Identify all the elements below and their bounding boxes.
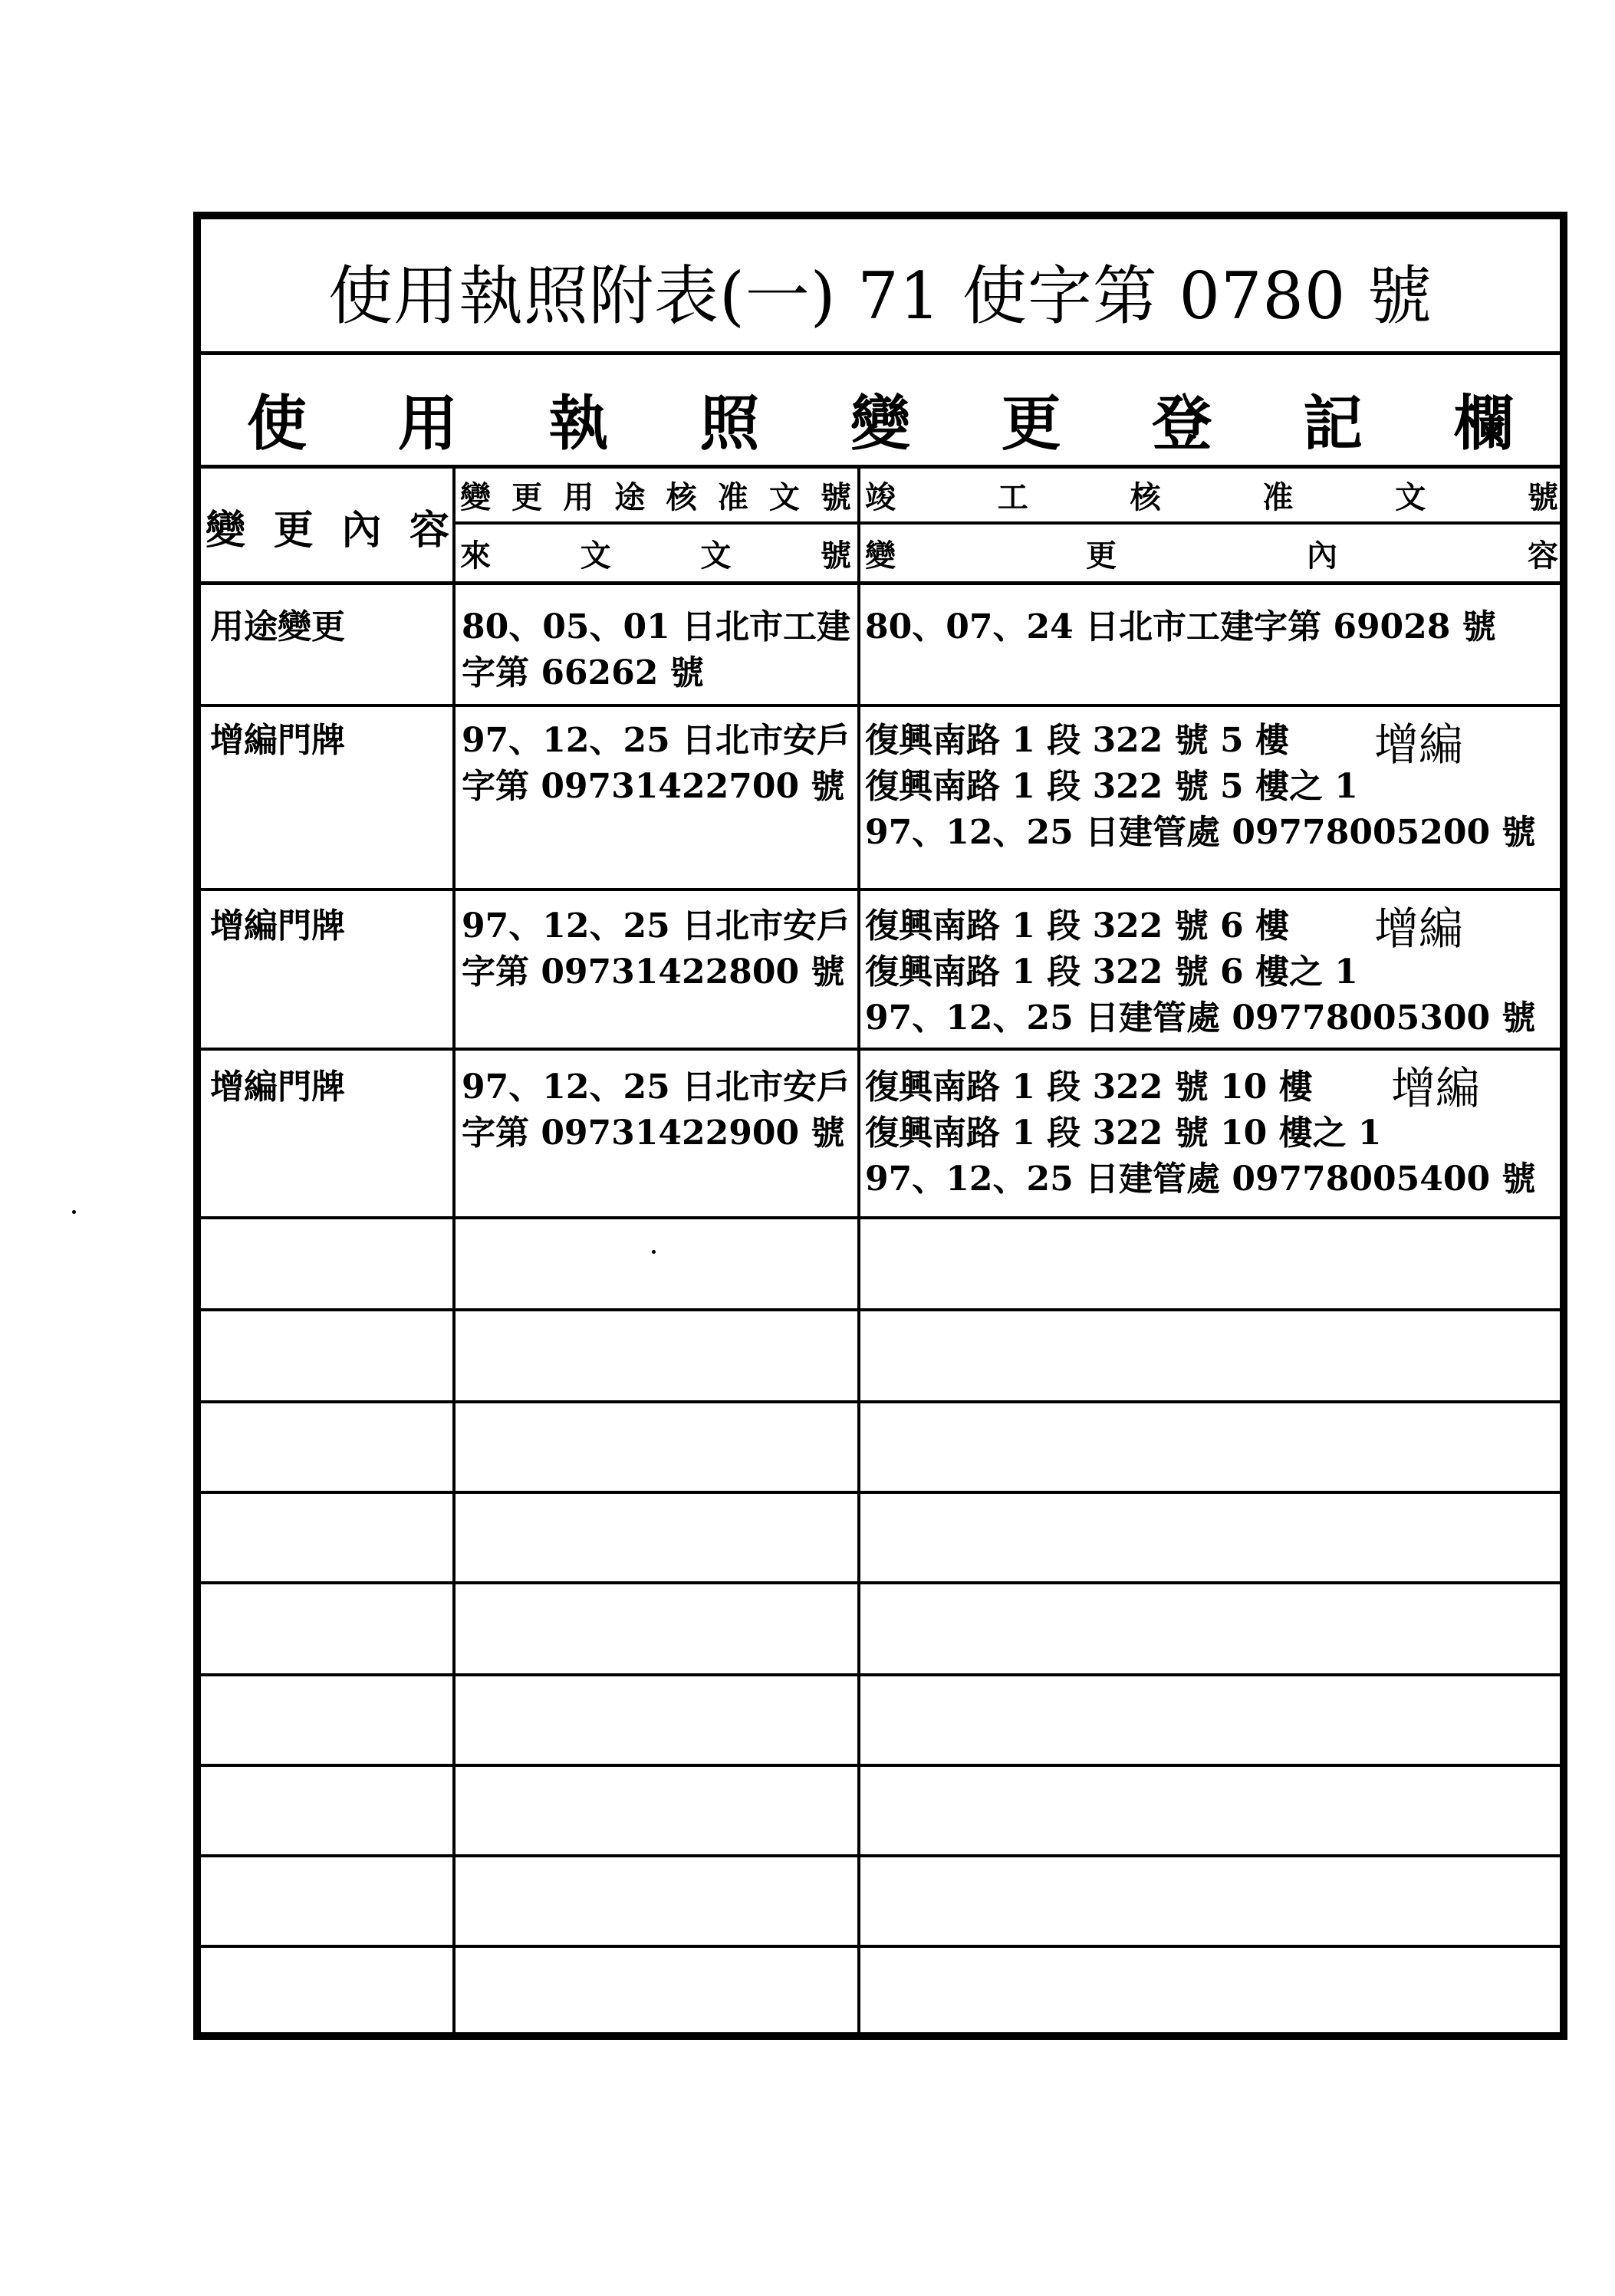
header-char: 核 xyxy=(1130,479,1161,515)
row-ref-line: 字第 09731422700 號 xyxy=(462,767,845,806)
row-content-line: 97、12、25 日建管處 09778005400 號 xyxy=(865,1160,1536,1199)
row-content-line: 復興南路 1 段 322 號 6 樓 xyxy=(865,906,1289,946)
row-content-line: 復興南路 1 段 322 號 5 樓 xyxy=(865,721,1289,760)
header-char: 變 xyxy=(206,506,246,554)
scan-speck xyxy=(652,1250,656,1254)
divider xyxy=(201,1764,1560,1767)
header-change-detail xyxy=(865,526,1558,580)
header-char: 文 xyxy=(768,479,800,515)
row-type: 增編門牌 xyxy=(210,1067,345,1107)
section-title-char: 照 xyxy=(699,389,760,459)
section-title-char: 記 xyxy=(1303,389,1363,459)
header-char: 准 xyxy=(1262,479,1294,515)
header-char: 文 xyxy=(580,537,611,574)
header-change-content xyxy=(206,472,449,580)
section-title-char: 更 xyxy=(1001,389,1061,459)
section-title-char: 變 xyxy=(850,389,910,459)
divider xyxy=(201,888,1560,891)
row-ref-line: 97、12、25 日北市安戶 xyxy=(462,906,851,946)
header-char: 文 xyxy=(700,537,732,574)
divider xyxy=(454,521,1560,525)
row-ref-line: 字第 09731422900 號 xyxy=(462,1113,845,1153)
header-char: 更 xyxy=(511,479,543,515)
handwritten-note: 增編 xyxy=(1374,903,1464,955)
section-title xyxy=(247,357,1514,480)
section-title-char: 執 xyxy=(548,389,609,459)
header-char: 更 xyxy=(1086,537,1117,574)
divider xyxy=(201,1048,1560,1051)
header-char: 文 xyxy=(1395,479,1426,515)
divider xyxy=(201,1308,1560,1311)
header-approval-number xyxy=(460,469,851,520)
header-char: 容 xyxy=(409,506,449,554)
divider xyxy=(201,1491,1560,1494)
divider xyxy=(857,466,860,2040)
handwritten-note: 增編 xyxy=(1374,719,1464,771)
header-completion-number xyxy=(865,469,1558,520)
scan-speck xyxy=(72,1210,76,1214)
divider xyxy=(201,704,1560,707)
row-ref-line: 97、12、25 日北市安戶 xyxy=(462,721,851,760)
row-type: 增編門牌 xyxy=(210,721,345,760)
row-content-line: 復興南路 1 段 322 號 10 樓之 1 xyxy=(865,1113,1382,1153)
license-table xyxy=(193,212,1567,2040)
header-char: 號 xyxy=(820,537,851,574)
divider xyxy=(201,1216,1560,1219)
section-title-char: 欄 xyxy=(1453,389,1514,459)
row-content-line: 97、12、25 日建管處 09778005200 號 xyxy=(865,813,1536,852)
row-content-line: 復興南路 1 段 322 號 10 樓 xyxy=(865,1067,1313,1107)
header-char: 准 xyxy=(717,479,748,515)
header-char: 容 xyxy=(1528,537,1558,574)
row-type: 用途變更 xyxy=(210,607,345,646)
header-char: 竣 xyxy=(865,479,896,515)
page-title: 使用執照附表(一) 71 使字第 0780 號 xyxy=(327,258,1432,334)
divider xyxy=(201,465,1560,469)
row-type: 增編門牌 xyxy=(210,906,345,946)
divider xyxy=(201,1854,1560,1857)
row-content-line: 復興南路 1 段 322 號 6 樓之 1 xyxy=(865,952,1358,992)
section-title-char: 使 xyxy=(247,389,308,459)
divider xyxy=(201,581,1560,585)
divider xyxy=(201,1673,1560,1676)
header-char: 用 xyxy=(563,479,594,515)
row-content-line: 復興南路 1 段 322 號 5 樓之 1 xyxy=(865,767,1358,806)
row-ref-line: 80、05、01 日北市工建 xyxy=(462,607,851,646)
header-char: 來 xyxy=(460,537,491,574)
divider xyxy=(201,1400,1560,1403)
header-char: 號 xyxy=(1527,479,1558,515)
header-char: 號 xyxy=(820,479,851,515)
divider xyxy=(201,1581,1560,1584)
header-char: 途 xyxy=(614,479,646,515)
row-content-line: 97、12、25 日建管處 09778005300 號 xyxy=(865,998,1536,1038)
header-char: 變 xyxy=(865,537,896,574)
header-char: 內 xyxy=(341,506,382,554)
section-title-char: 用 xyxy=(397,389,458,459)
row-content-line: 80、07、24 日北市工建字第 69028 號 xyxy=(865,607,1496,646)
header-char: 核 xyxy=(666,479,697,515)
header-char: 更 xyxy=(273,506,314,554)
divider xyxy=(201,351,1560,355)
row-ref-line: 字第 66262 號 xyxy=(462,653,704,692)
handwritten-note: 增編 xyxy=(1391,1062,1481,1114)
divider xyxy=(201,1945,1560,1948)
row-ref-line: 97、12、25 日北市安戶 xyxy=(462,1067,851,1107)
section-title-char: 登 xyxy=(1152,389,1212,459)
header-incoming-number xyxy=(460,526,851,580)
header-char: 變 xyxy=(460,479,491,515)
header-char: 內 xyxy=(1307,537,1337,574)
row-ref-line: 字第 09731422800 號 xyxy=(462,952,845,992)
divider xyxy=(452,466,456,2040)
header-char: 工 xyxy=(997,479,1028,515)
